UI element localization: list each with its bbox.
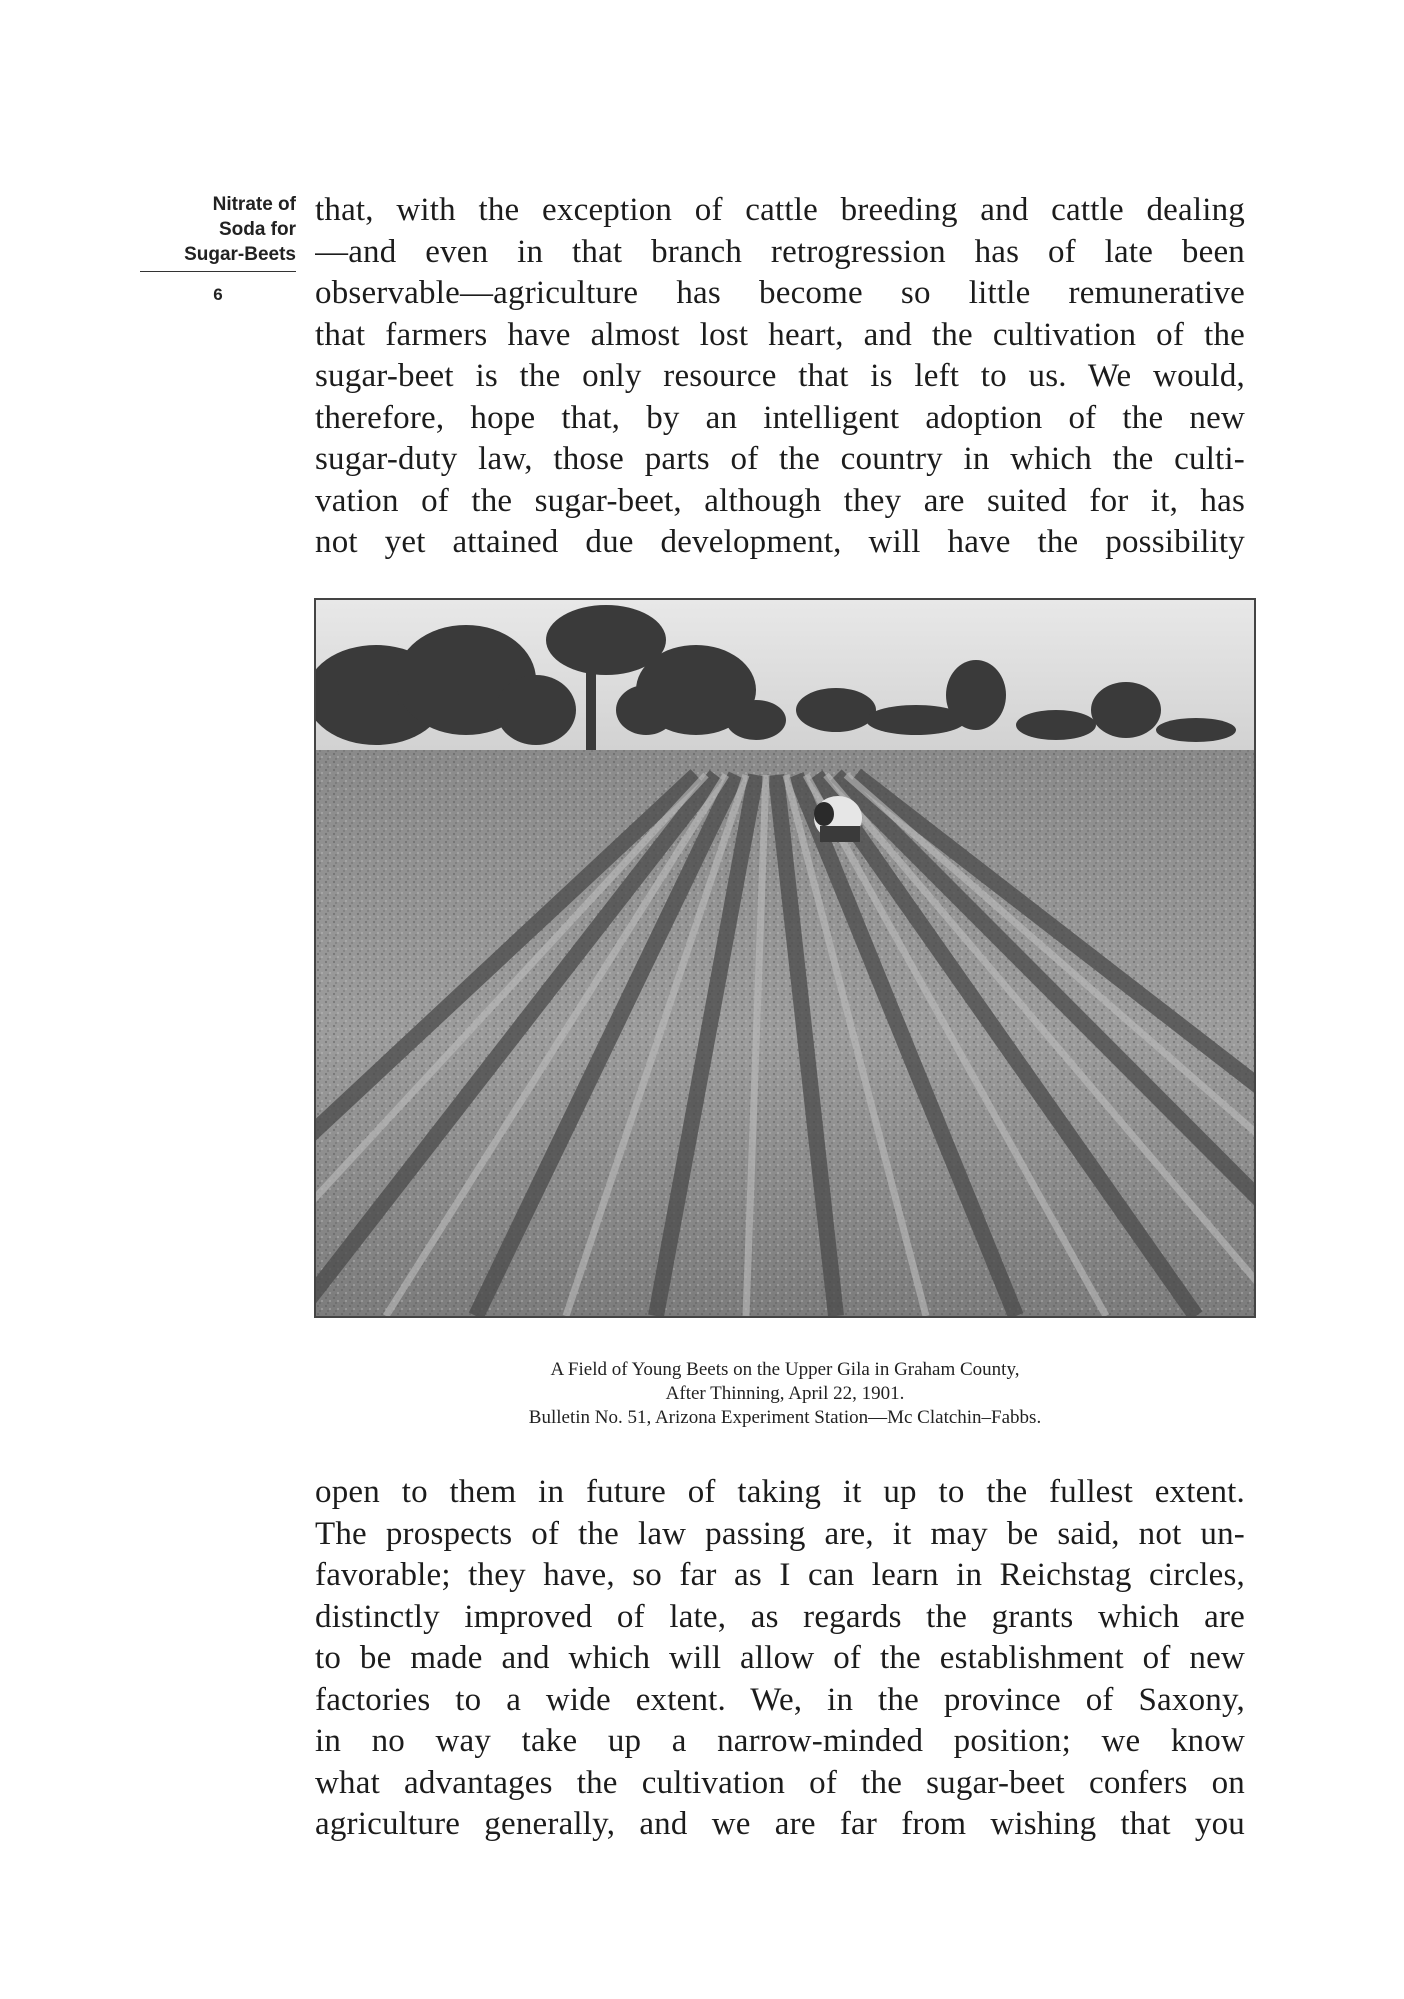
text-line: therefore, hope that, by an intelligent adoption of the new xyxy=(315,399,1245,436)
text-line: vation of the sugar-beet, although they are suited for it, has xyxy=(315,482,1245,519)
caption-line: A Field of Young Beets on the Upper Gila in Graham County, xyxy=(550,1359,1020,1380)
text-line: open to them in future of taking it up to the fullest extent. xyxy=(315,1474,1245,1510)
text-line: —and even in that branch retrogression has of late been xyxy=(315,233,1245,270)
text-line: sugar-beet is the only resource that is left to us. We would, xyxy=(315,358,1245,394)
body-text-bottom xyxy=(315,1472,1245,1846)
text-line: distinctly improved of late, as regards the grants which are xyxy=(315,1598,1245,1635)
page-number: 6 xyxy=(213,285,223,304)
margin-heading-line: Sugar-Beets xyxy=(184,244,296,265)
beet-field-photograph xyxy=(314,598,1256,1318)
text-line: favorable; they have, so far as I can learn in Reichstag circles, xyxy=(315,1557,1245,1593)
margin-heading-line: Soda for xyxy=(218,219,296,240)
text-line: The prospects of the law passing are, it may be said, not un- xyxy=(315,1515,1245,1552)
caption-line: Bulletin No. 51, Arizona Experiment Station—Mc Clatchin–Fabbs. xyxy=(528,1407,1042,1428)
farm-worker xyxy=(814,796,862,842)
text-line: to be made and which will allow of the establishment of new xyxy=(315,1640,1245,1676)
text-line: sugar-duty law, those parts of the country in which the culti- xyxy=(315,441,1245,477)
text-line: not yet attained due development, will have the possibility xyxy=(315,524,1245,560)
photo-illustration xyxy=(316,600,1254,1316)
text-line: agriculture generally, and we are far from wishing that you xyxy=(315,1806,1245,1842)
caption-line: After Thinning, April 22, 1901. xyxy=(665,1383,905,1404)
text-line: observable—agriculture has become so little remunerative xyxy=(315,275,1245,311)
text-line: that, with the exception of cattle breeding and cattle dealing xyxy=(315,192,1245,228)
margin-rule xyxy=(140,271,296,272)
figure-caption xyxy=(314,1358,1256,1430)
margin-heading-line: Nitrate of xyxy=(212,194,296,215)
body-text-top xyxy=(315,190,1245,564)
text-line: what advantages the cultivation of the sugar-beet confers on xyxy=(315,1764,1245,1801)
text-line: factories to a wide extent. We, in the province of Saxony, xyxy=(315,1681,1245,1718)
text-line: in no way take up a narrow-minded position; we know xyxy=(315,1723,1245,1759)
text-line: that farmers have almost lost heart, and the cultivation of the xyxy=(315,316,1245,353)
margin-note xyxy=(140,192,296,307)
